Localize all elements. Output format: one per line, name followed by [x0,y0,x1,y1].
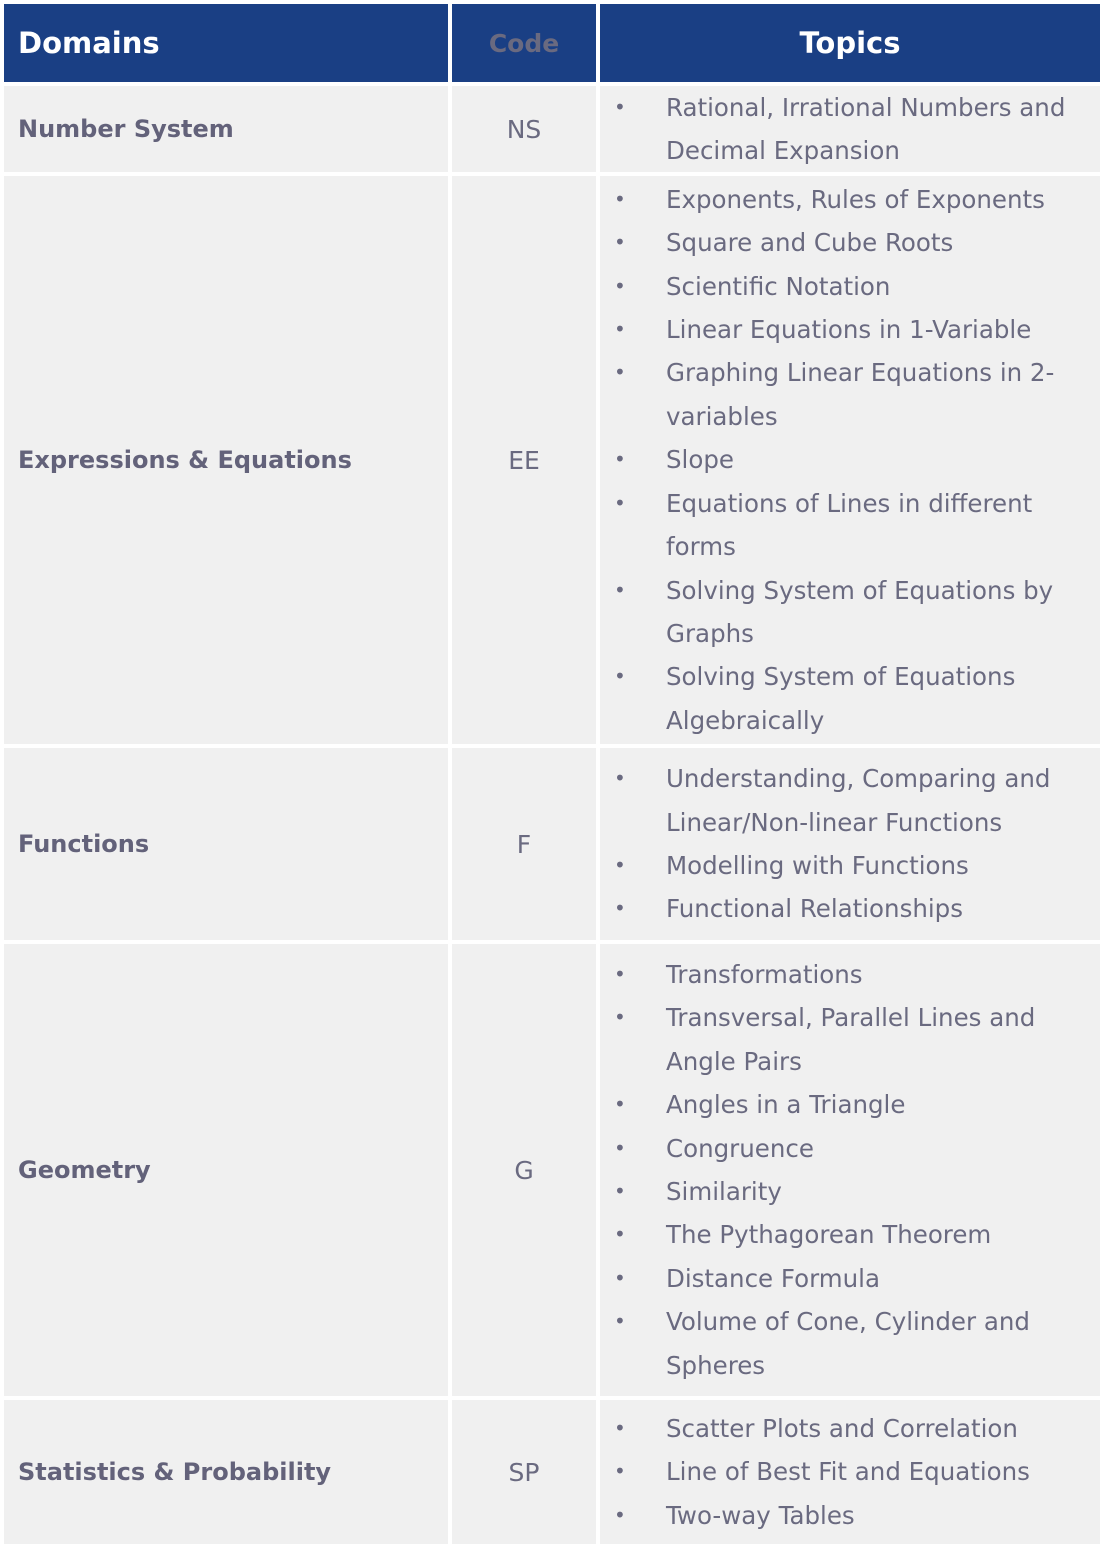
topic-item: • Graphing Linear Equations in 2-variables [600,351,1100,438]
topics-cell [600,1400,1100,1544]
domain-cell: Statistics & Probability [4,1400,448,1544]
topic-item: • The Pythagorean Theorem [600,1213,1100,1256]
header-domains: Domains [4,4,448,82]
code-cell: EE [452,176,596,744]
domain-cell: Geometry [4,944,448,1396]
topic-item: • Angles in a Triangle [600,1083,1100,1126]
domain-cell: Functions [4,748,448,940]
topic-item: • Two-way Tables [600,1494,1100,1537]
domain-cell: Expressions & Equations [4,176,448,744]
topic-item: • Scientific Notation [600,265,1100,308]
topic-item: • Transformations [600,953,1100,996]
domain-cell: Number System [4,86,448,172]
topic-item: • Scatter Plots and Correlation [600,1407,1100,1450]
topic-item: • Understanding, Comparing and Linear/Non-linear Functions [600,757,1100,844]
topic-item: • Equations of Lines in different forms [600,482,1100,569]
topic-item: • Solving System of Equations Algebraically [600,655,1100,742]
topic-item: • Functional Relationships [600,887,1100,930]
topics-cell [600,86,1100,172]
topic-item: • Modelling with Functions [600,844,1100,887]
topic-item: • Solving System of Equations by Graphs [600,569,1100,656]
topic-item: • Transversal, Parallel Lines and Angle Pairs [600,996,1100,1083]
header-topics: Topics [600,4,1100,82]
topic-list [600,953,1100,1387]
topic-item: • Square and Cube Roots [600,221,1100,264]
header-code: Code [452,4,596,82]
topics-cell [600,176,1100,744]
topic-item: • Congruence [600,1127,1100,1170]
topic-item: • Volume of Cone, Cylinder and Spheres [600,1300,1100,1387]
topic-item: • Exponents, Rules of Exponents [600,178,1100,221]
topic-item: • Linear Equations in 1-Variable [600,308,1100,351]
code-cell: SP [452,1400,596,1544]
topic-list [600,86,1100,172]
topics-cell [600,944,1100,1396]
curriculum-table [4,4,1100,1544]
topic-item: • Distance Formula [600,1257,1100,1300]
code-cell: F [452,748,596,940]
code-cell: G [452,944,596,1396]
topic-item: • Slope [600,438,1100,481]
topic-list [600,1407,1100,1537]
topic-item: • Line of Best Fit and Equations [600,1450,1100,1493]
code-cell: NS [452,86,596,172]
topic-list [600,178,1100,742]
topic-list [600,757,1100,931]
topics-cell [600,748,1100,940]
topic-item: • Rational, Irrational Numbers and Decimal Expansion [600,86,1100,172]
topic-item: • Similarity [600,1170,1100,1213]
